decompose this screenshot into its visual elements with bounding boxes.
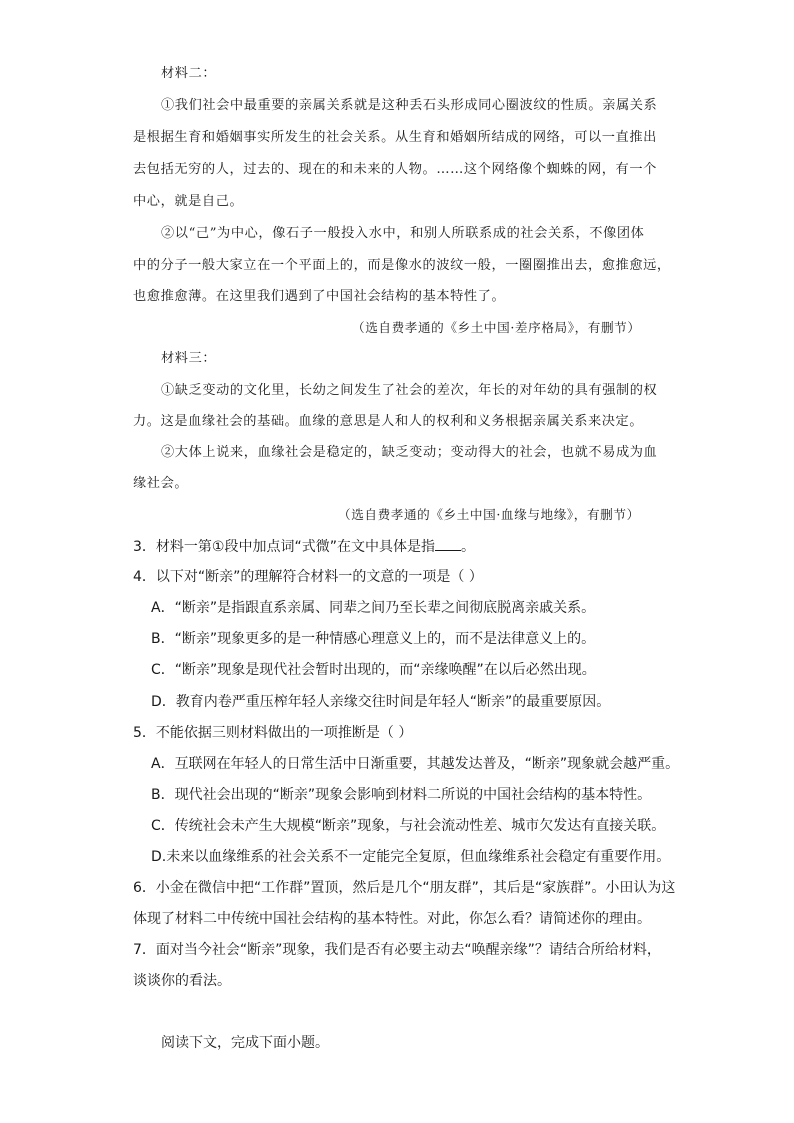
question-5-option-c[interactable]: C．传统社会未产生大规模“断亲”现象，与社会流动性差、城市欠发达有直接关联。 xyxy=(151,818,666,834)
material2-p2-line1: ②以“己”为中心，像石子一般投入水中，和别人所联系成的社会关系，不像团体 xyxy=(161,226,645,241)
material3-p1-line1: ①缺乏变动的文化里，长幼之间发生了社会的差次，年长的对年幼的具有强制的权 xyxy=(161,383,658,398)
material2-p2-line3: 也愈推愈薄。在这里我们遇到了中国社会结构的基本特性了。 xyxy=(133,289,506,304)
question-6-line2: 体现了材料二中传统中国社会结构的基本特性。对此，你怎么看？请简述你的理由。 xyxy=(133,911,651,927)
question-4-option-c[interactable]: C．“断亲”现象是现代社会暂时出现的，而“亲缘唤醒”在以后必然出现。 xyxy=(151,662,596,678)
material2-source: （选自费孝通的《乡土中国·差序格局》，有删节） xyxy=(352,320,641,335)
answer-blank[interactable] xyxy=(435,536,461,551)
material3-heading: 材料三： xyxy=(161,351,217,366)
question-7-line2: 谈谈你的看法。 xyxy=(133,973,231,989)
material3-p2-line2: 缘社会。 xyxy=(133,476,189,491)
question-3-text: 3．材料一第①段中加点词“式微”在文中具体是指 xyxy=(133,539,435,555)
material2-p1-line1: ①我们社会中最重要的亲属关系就是这种丢石头形成同心圈波纹的性质。亲属关系 xyxy=(161,98,658,113)
question-5-stem: 5．不能依据三则材料做出的一项推断是（ ） xyxy=(133,725,413,741)
question-4-option-d[interactable]: D．教育内卷严重压榨年轻人亲缘交往时间是年轻人“断亲”的最重要原因。 xyxy=(151,694,611,710)
question-5-option-a[interactable]: A．互联网在年轻人的日常生活中日渐重要，其越发达普及，“断亲”现象就会越严重。 xyxy=(151,756,680,772)
question-7-line1: 7．面对当今社会“断亲”现象，我们是否有必要主动去“唤醒亲缘”？请结合所给材料， xyxy=(133,942,661,958)
question-6-line1: 6．小金在微信中把“工作群”置顶，然后是几个“朋友群”，其后是“家族群”。小田认为这 xyxy=(133,880,676,896)
next-section-instruction: 阅读下文，完成下面小题。 xyxy=(161,1035,329,1051)
question-3 xyxy=(133,536,475,557)
material2-p1-line2: 是根据生育和婚姻事实所发生的社会关系。从生育和婚姻所结成的网络，可以一直推出 xyxy=(133,130,657,145)
question-4-option-a[interactable]: A．“断亲”是指跟直系亲属、同辈之间乃至长辈之间彻底脱离亲戚关系。 xyxy=(151,600,596,616)
material2-p1-line4: 中心，就是自己。 xyxy=(133,194,244,209)
question-5-option-b[interactable]: B．现代社会出现的“断亲”现象会影响到材料二所说的中国社会结构的基本特性。 xyxy=(151,787,652,803)
material3-source: （选自费孝通的《乡土中国·血缘与地缘》，有删节） xyxy=(338,507,640,522)
question-5-option-d[interactable]: D.未来以血缘维系的社会关系不一定能完全复原，但血缘维系社会稳定有重要作用。 xyxy=(151,849,671,865)
material2-p2-line2: 中的分子一般大家立在一个平面上的，而是像水的波纹一般，一圈圈推出去，愈推愈远， xyxy=(133,258,671,273)
material2-p1-line3: 去包括无穷的人，过去的、现在的和未来的人物。……这个网络像个蜘蛛的网，有一个 xyxy=(133,162,657,177)
question-3-end: 。 xyxy=(460,539,475,555)
material3-p1-line2: 力。这是血缘社会的基础。血缘的意思是人和人的权利和义务根据亲属关系来决定。 xyxy=(133,414,644,429)
material2-heading: 材料二： xyxy=(161,66,217,81)
question-4-option-b[interactable]: B．“断亲”现象更多的是一种情感心理意义上的，而不是法律意义上的。 xyxy=(151,631,596,647)
material3-p2-line1: ②大体上说来，血缘社会是稳定的，缺乏变动；变动得大的社会，也就不易成为血 xyxy=(161,445,658,460)
question-4-stem: 4．以下对“断亲”的理解符合材料一的文意的一项是（ ） xyxy=(133,569,483,585)
